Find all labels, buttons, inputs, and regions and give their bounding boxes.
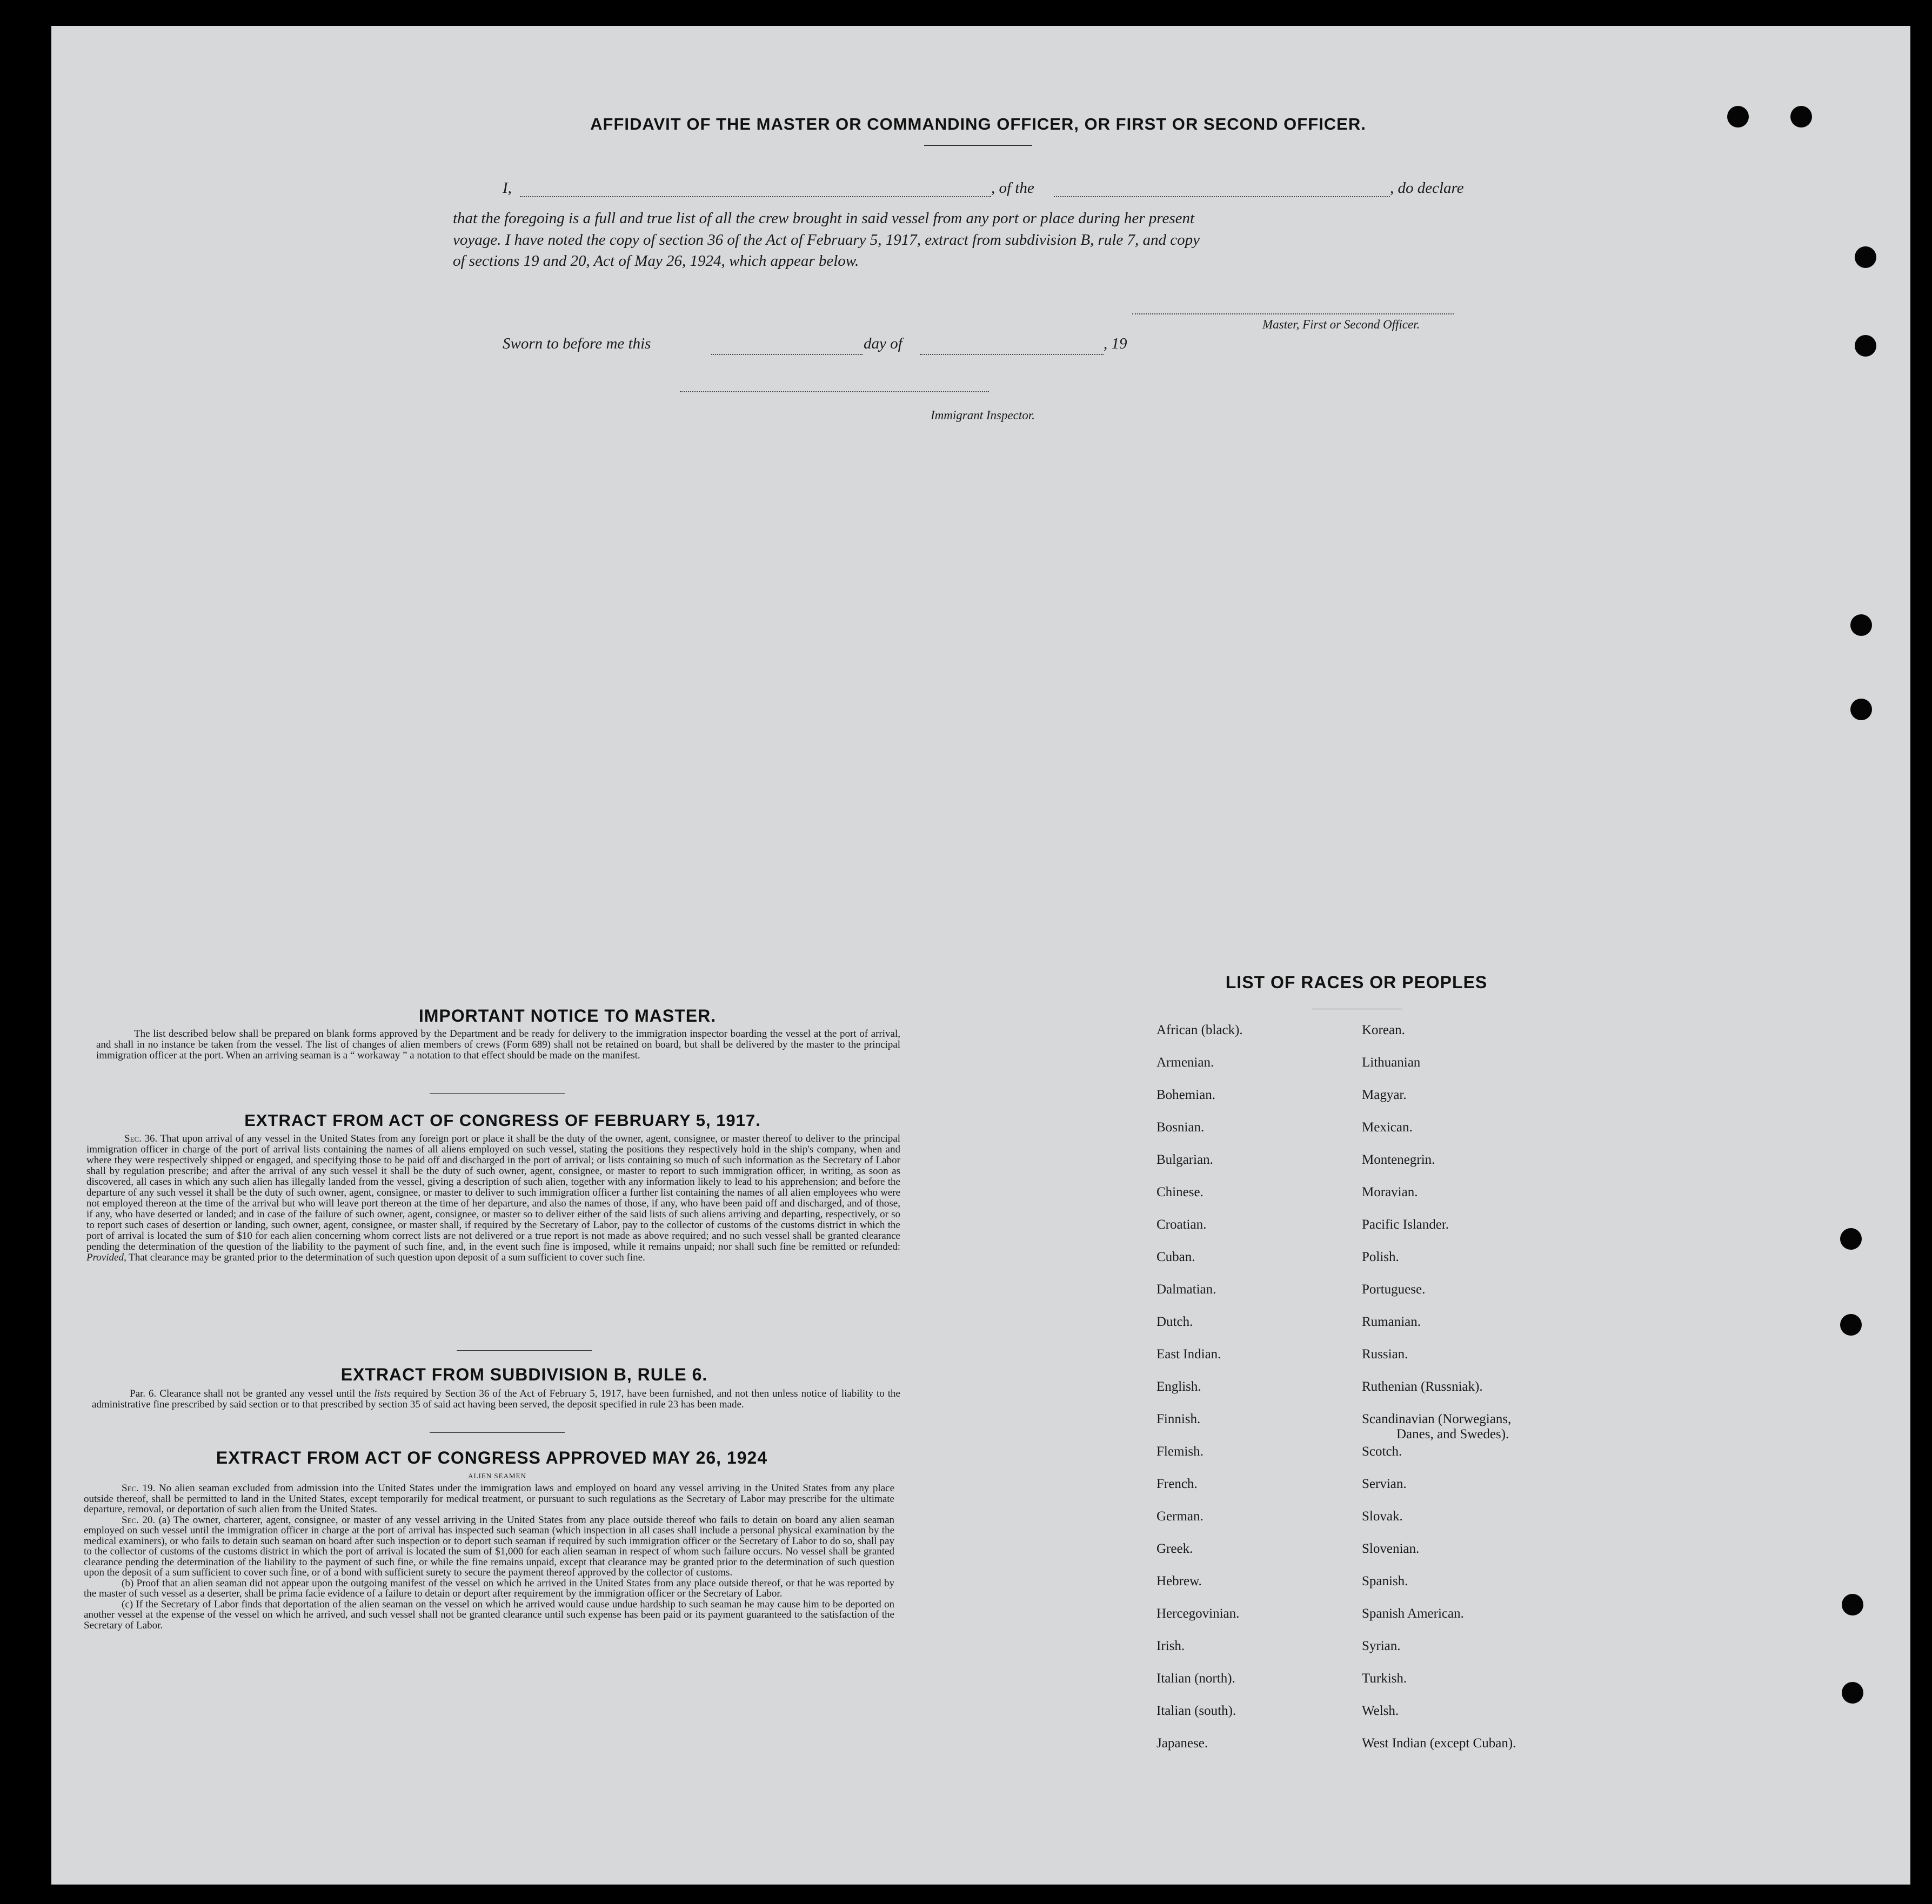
divider xyxy=(430,1432,565,1433)
race-item: Bosnian. xyxy=(1156,1120,1205,1135)
year-label: , 19 xyxy=(1104,335,1127,352)
race-item: Irish. xyxy=(1156,1639,1185,1653)
vessel-name-line[interactable] xyxy=(1054,196,1390,197)
extract-1917-title: EXTRACT FROM ACT OF CONGRESS OF FEBRUARY 5, 1917. xyxy=(244,1111,761,1130)
rule-6-text-a: Par. 6. Clearance shall not be granted any vessel until the xyxy=(130,1388,371,1399)
proviso-label: Provided, xyxy=(86,1252,126,1263)
rule-6-text-b: required by Section 36 of the Act of February 5, 1917, have been furnished, and not then unless notice of liability to the administrative fine prescribed by said section or to that prescribed by section 35 of said act having been served, the deposit specified in rule 23 has been made. xyxy=(92,1388,900,1410)
alien-seamen-subtitle: ALIEN SEAMEN xyxy=(468,1472,526,1480)
race-item: Montenegrin. xyxy=(1362,1152,1435,1167)
race-item: Syrian. xyxy=(1362,1639,1401,1653)
inspector-caption: Immigrant Inspector. xyxy=(931,408,1035,422)
race-item: Hercegovinian. xyxy=(1156,1606,1240,1621)
race-item: Pacific Islander. xyxy=(1362,1217,1449,1232)
races-title: LIST OF RACES OR PEOPLES xyxy=(1225,973,1488,992)
race-item: Hebrew. xyxy=(1156,1574,1202,1588)
divider xyxy=(924,145,1032,146)
race-item: Flemish. xyxy=(1156,1444,1204,1459)
affidavit-line-2: that the foregoing is a full and true list of all the crew brought in said vessel from any port or place during her present xyxy=(453,210,1195,227)
punch-hole xyxy=(1727,106,1749,128)
race-item: French. xyxy=(1156,1477,1198,1491)
punch-hole xyxy=(1840,1228,1862,1250)
race-item: Scotch. xyxy=(1362,1444,1402,1459)
of-the-label: , of the xyxy=(991,179,1034,197)
sworn-label: Sworn to before me this xyxy=(503,335,651,352)
divider xyxy=(430,1093,565,1094)
race-item: Ruthenian (Russniak). xyxy=(1362,1379,1483,1394)
race-item: Croatian. xyxy=(1156,1217,1207,1232)
races-left-column xyxy=(1156,1023,1373,1768)
race-item: Cuban. xyxy=(1156,1250,1195,1264)
affidavit-line-3: voyage. I have noted the copy of section 36 of the Act of February 5, 1917, extract from subdivision B, rule 7, and copy xyxy=(453,231,1200,249)
officer-signature-line[interactable] xyxy=(1132,313,1454,314)
race-item: Italian (north). xyxy=(1156,1671,1235,1686)
race-item: Dutch. xyxy=(1156,1315,1193,1329)
punch-hole xyxy=(1850,699,1872,720)
notice-text: The list described below shall be prepared on blank forms approved by the Department and be ready for delivery to the immigration inspector boarding the vessel at the port of arrival, and shall in no instance be taken from the vessel. The list of changes of alien members of crews (Form 689) shall not be retained on board, but shall be delivered by the master to the principal immigration officer at the port. When an arriving seaman is a “ workaway ” a notation to that effect should be made on the manifest. xyxy=(96,1028,900,1061)
extract-1924-title: EXTRACT FROM ACT OF CONGRESS APPROVED MAY 26, 1924 xyxy=(216,1448,768,1467)
race-item: Bulgarian. xyxy=(1156,1152,1213,1167)
race-item: West Indian (except Cuban). xyxy=(1362,1736,1516,1751)
race-item: Turkish. xyxy=(1362,1671,1407,1686)
race-item: Chinese. xyxy=(1156,1185,1204,1199)
race-item: Magyar. xyxy=(1362,1088,1407,1102)
race-item-scandinavian xyxy=(1362,1412,1600,1444)
race-item: East Indian. xyxy=(1156,1347,1221,1362)
divider xyxy=(457,1350,592,1351)
race-item-continued: Danes, and Swedes). xyxy=(1396,1427,1509,1442)
race-item: Servian. xyxy=(1362,1477,1407,1491)
punch-hole xyxy=(1855,246,1876,268)
punch-hole xyxy=(1842,1594,1863,1615)
race-item: Moravian. xyxy=(1362,1185,1418,1199)
race-item: Finnish. xyxy=(1156,1412,1201,1426)
punch-hole xyxy=(1840,1314,1862,1336)
do-declare-label: , do declare xyxy=(1390,179,1464,197)
sec-36-text: That upon arrival of any vessel in the United States from any foreign port or place it shall be the duty of the owner, agent, consignee, or master thereof to deliver to the principal immigration officer in charge of the port of arrival lists containing the names of all aliens employed on such vessel, stating the positions they respectively hold in the ship's company, when and where they were respectively shipped or engaged, and specifying those to be paid off and discharged in the port of arrival; or lists containing so much of such information as the Secretary of Labor shall by regulation prescribe; and after the arrival of any such vessel it shall be the duty of such owner, agent, consignee, or master to report to such immigration officer, in writing, as soon as discovered, all cases in which any such alien has illegally landed from the vessel, giving a description of such alien, together with any information likely to lead to his apprehension; and before the departure of any such vessel it shall be the duty of such owner, agent, consignee, or master to deliver to such immigration officer a further list containing the names of all alien employees who were not employed thereon at the time of the arrival but who will leave port thereon at the time of her departure, and also the names of those, if any, who have been paid off and discharged, and of those, if any, who have deserted or landed; and in case of the failure of such owner, agent, consignee, or master so to deliver either of the said lists of such aliens arriving and departing, respectively, or so to report such cases of desertion or landing, such owner, agent, consignee, or master shall, if required by the Secretary of Labor, pay to the collector of customs of the customs district in which the port of arrival is located the sum of $10 for each alien concerning whom correct lists are not delivered or a true report is not made as above required; and no such vessel shall be granted clearance pending the determination of the question of the liability to the payment of such fine, and, in the event such fine is imposed, while it remains unpaid; nor shall such fine be remitted or refunded: xyxy=(86,1133,900,1252)
race-item: Scandinavian (Norwegians, xyxy=(1362,1412,1512,1426)
punch-hole xyxy=(1790,106,1812,128)
race-item: Lithuanian xyxy=(1362,1055,1421,1070)
officer-signature-caption: Master, First or Second Officer. xyxy=(1262,318,1420,331)
race-item: Dalmatian. xyxy=(1156,1282,1216,1297)
sec-20a-text: (a) The owner, charterer, agent, consignee, or master of any vessel arriving in the United States from any place outside thereof who fails to detain on board any alien seaman employed on such vessel until the immigration officer in charge at the port of arrival has inspected such seaman (which inspection in all cases shall include a personal physical examination by the medical examiners), or who fails to detain such seaman on board after such inspection or to deport such seaman if required by such immigration officer or the Secretary of Labor to do so, shall pay to the collector of customs of the customs district in which the port of arrival is located the sum of $1,000 for each alien seaman in respect of whom such failure occurs. No vessel shall be granted clearance pending the determination of the liability to the payment of such fine, or while the fine remains unpaid, except that clearance may be granted prior to the determination of such question upon the deposit of a sum sufficient to cover such fine, or of a bond with sufficient surety to secure the payment thereof approved by the collector of customs. xyxy=(84,1514,895,1578)
sec-20b-text: (b) Proof that an alien seaman did not appear upon the outgoing manifest of the vessel on which he arrived in the United States from any place outside thereof, or that he was reported by the master of such vessel as a deserter, shall be prima facie evidence of a failure to detain or deport after requirement by the immigration officer or the Secretary of Labor. xyxy=(84,1577,894,1599)
punch-hole xyxy=(1850,614,1872,636)
race-item: Russian. xyxy=(1362,1347,1408,1362)
race-item: Slovak. xyxy=(1362,1509,1403,1524)
race-item: Welsh. xyxy=(1362,1704,1399,1718)
races-right-column xyxy=(1362,1023,1600,1768)
sec-19-text: No alien seaman excluded from admission into the United States under the immigration laws and employed on board any vessel arriving in the United States from any place outside thereof, shall be permitted to land in the United States, except temporarily for medical treatment, or pursuant to such regulations as the Secretary of Labor may prescribe for the ultimate departure, removal, or deportation of such alien from the United States. xyxy=(84,1483,894,1515)
race-item: Slovenian. xyxy=(1362,1541,1420,1556)
sec-20-label: Sec. 20. xyxy=(122,1514,156,1526)
declarant-label: I, xyxy=(503,179,512,197)
lists-word: lists xyxy=(374,1388,391,1399)
sec-19-label: Sec. 19. xyxy=(122,1483,156,1494)
race-item: African (black). xyxy=(1156,1023,1243,1037)
affidavit-title: AFFIDAVIT OF THE MASTER OR COMMANDING OFFICER, OR FIRST OR SECOND OFFICER. xyxy=(590,115,1366,133)
notice-title: IMPORTANT NOTICE TO MASTER. xyxy=(418,1006,717,1025)
sec-20c-text: (c) If the Secretary of Labor finds that deportation of the alien seaman on the vessel on which he arrived would cause undue hardship to such seaman he may cause him to be deported on another vessel at the expense of the vessel on which he arrived, and such vessel shall not be granted clearance until such expense has been paid or its payment guaranteed to the satisfaction of the Secretary of Labor. xyxy=(84,1598,894,1631)
sworn-day-line[interactable] xyxy=(711,354,863,355)
notice-body xyxy=(96,1029,900,1061)
race-item: Armenian. xyxy=(1156,1055,1214,1070)
sec-36-label: Sec. 36. xyxy=(124,1133,158,1144)
race-item: German. xyxy=(1156,1509,1204,1524)
extract-1917-body xyxy=(86,1134,900,1263)
race-item: Mexican. xyxy=(1362,1120,1413,1135)
rule-6-body xyxy=(92,1389,900,1410)
race-item: English. xyxy=(1156,1379,1201,1394)
race-item: Portuguese. xyxy=(1362,1282,1426,1297)
race-item: Greek. xyxy=(1156,1541,1193,1556)
punch-hole xyxy=(1855,335,1876,357)
sworn-month-line[interactable] xyxy=(920,354,1104,355)
day-of-label: day of xyxy=(864,335,903,352)
race-item: Bohemian. xyxy=(1156,1088,1216,1102)
race-item: Korean. xyxy=(1362,1023,1405,1037)
extract-1924-body xyxy=(84,1483,894,1631)
race-item: Spanish. xyxy=(1362,1574,1408,1588)
proviso-text: That clearance may be granted prior to the determination of such question upon deposit of a sum sufficient to cover such fine. xyxy=(129,1252,645,1263)
race-item: Rumanian. xyxy=(1362,1315,1421,1329)
inspector-signature-line[interactable] xyxy=(680,391,989,392)
race-item: Japanese. xyxy=(1156,1736,1208,1751)
race-item: Italian (south). xyxy=(1156,1704,1236,1718)
race-item: Spanish American. xyxy=(1362,1606,1464,1621)
punch-hole xyxy=(1842,1682,1863,1704)
rule-6-title: EXTRACT FROM SUBDIVISION B, RULE 6. xyxy=(340,1365,708,1384)
race-item: Polish. xyxy=(1362,1250,1399,1264)
affidavit-line-4: of sections 19 and 20, Act of May 26, 1924, which appear below. xyxy=(453,252,859,270)
declarant-name-line[interactable] xyxy=(520,196,991,197)
